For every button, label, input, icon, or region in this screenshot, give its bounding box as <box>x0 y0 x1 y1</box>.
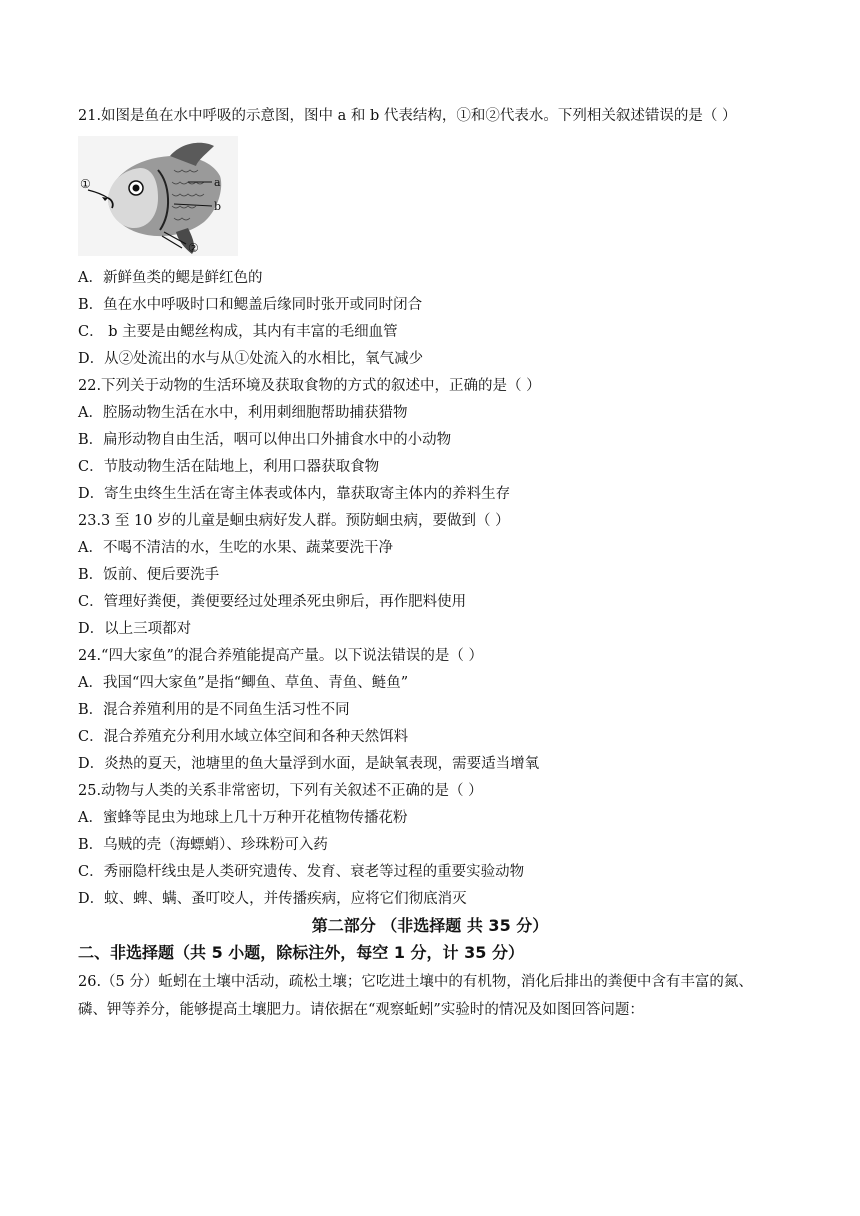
q22-option-c: C．节肢动物生活在陆地上，利用口器获取食物 <box>78 459 380 475</box>
section2-title: 二、非选择题（共 5 小题，除标注外，每空 1 分，计 35 分） <box>78 943 524 962</box>
part2-title: 第二部分 （非选择题 共 35 分） <box>311 916 549 935</box>
fish-respiration-figure <box>78 136 238 256</box>
q25-option-b: B．乌贼的壳（海螵蛸）、珍珠粉可入药 <box>78 837 328 853</box>
q21-option-a: A．新鲜鱼类的鳃是鲜红色的 <box>78 270 263 286</box>
q26-line2: 磷、钾等养分，能够提高土壤肥力。请依据在“观察蚯蚓”实验时的情况及如图回答问题： <box>78 1002 644 1018</box>
fish-illustration <box>78 136 238 256</box>
q23-stem: 23.3 至 10 岁的儿童是蛔虫病好发人群。预防蛔虫病，要做到（ ） <box>78 513 510 529</box>
q21-option-d: D．从②处流出的水与从①处流入的水相比，氧气减少 <box>78 351 424 367</box>
q25-option-c: C．秀丽隐杆线虫是人类研究遗传、发育、衰老等过程的重要实验动物 <box>78 864 525 880</box>
q23-option-d: D．以上三项都对 <box>78 621 192 637</box>
q24-option-d: D．炎热的夏天，池塘里的鱼大量浮到水面，是缺氧表现，需要适当增氧 <box>78 756 540 772</box>
label-1: ① <box>80 177 91 191</box>
q22-option-d: D．寄生虫终生生活在寄主体表或体内，靠获取寄主体内的养料生存 <box>78 486 511 502</box>
q23-option-b: B．饭前、便后要洗手 <box>78 567 220 583</box>
q21-option-c: C． b 主要是由鳃丝构成，其内有丰富的毛细血管 <box>78 324 398 340</box>
label-a: a <box>214 176 221 189</box>
label-b: b <box>214 200 222 213</box>
q22-option-b: B．扁形动物自由生活，咽可以伸出口外捕食水中的小动物 <box>78 432 452 448</box>
q26-line1: 26.（5 分）蚯蚓在土壤中活动，疏松土壤；它吃进土壤中的有机物，消化后排出的粪便中含有丰富的氮、 <box>78 974 753 990</box>
q25-option-a: A．蜜蜂等昆虫为地球上几十万种开花植物传播花粉 <box>78 810 408 826</box>
q23-option-a: A．不喝不清洁的水，生吃的水果、蔬菜要洗干净 <box>78 540 393 556</box>
q24-option-b: B．混合养殖利用的是不同鱼生活习性不同 <box>78 702 350 718</box>
q24-stem: 24.“四大家鱼”的混合养殖能提高产量。以下说法错误的是（ ） <box>78 648 483 664</box>
q22-stem: 22.下列关于动物的生活环境及获取食物的方式的叙述中，正确的是（ ） <box>78 378 541 394</box>
q21-option-b: B．鱼在水中呼吸时口和鳃盖后缘同时张开或同时闭合 <box>78 297 423 313</box>
q21-stem: 21.如图是鱼在水中呼吸的示意图，图中 a 和 b 代表结构，①和②代表水。下列相关叙述错误的是（ ） <box>78 108 737 124</box>
q25-option-d: D．蚊、蜱、螨、蚤叮咬人，并传播疾病，应将它们彻底消灭 <box>78 891 467 907</box>
q24-option-c: C．混合养殖充分利用水域立体空间和各种天然饵料 <box>78 729 409 745</box>
q23-option-c: C．管理好粪便，粪便要经过处理杀死虫卵后，再作肥料使用 <box>78 594 467 610</box>
label-2: ② <box>188 241 199 255</box>
q24-option-a: A．我国“四大家鱼”是指“鲫鱼、草鱼、青鱼、鲢鱼” <box>78 675 409 691</box>
q22-option-a: A．腔肠动物生活在水中，利用刺细胞帮助捕获猎物 <box>78 405 408 421</box>
q25-stem: 25.动物与人类的关系非常密切，下列有关叙述不正确的是（ ） <box>78 783 483 799</box>
